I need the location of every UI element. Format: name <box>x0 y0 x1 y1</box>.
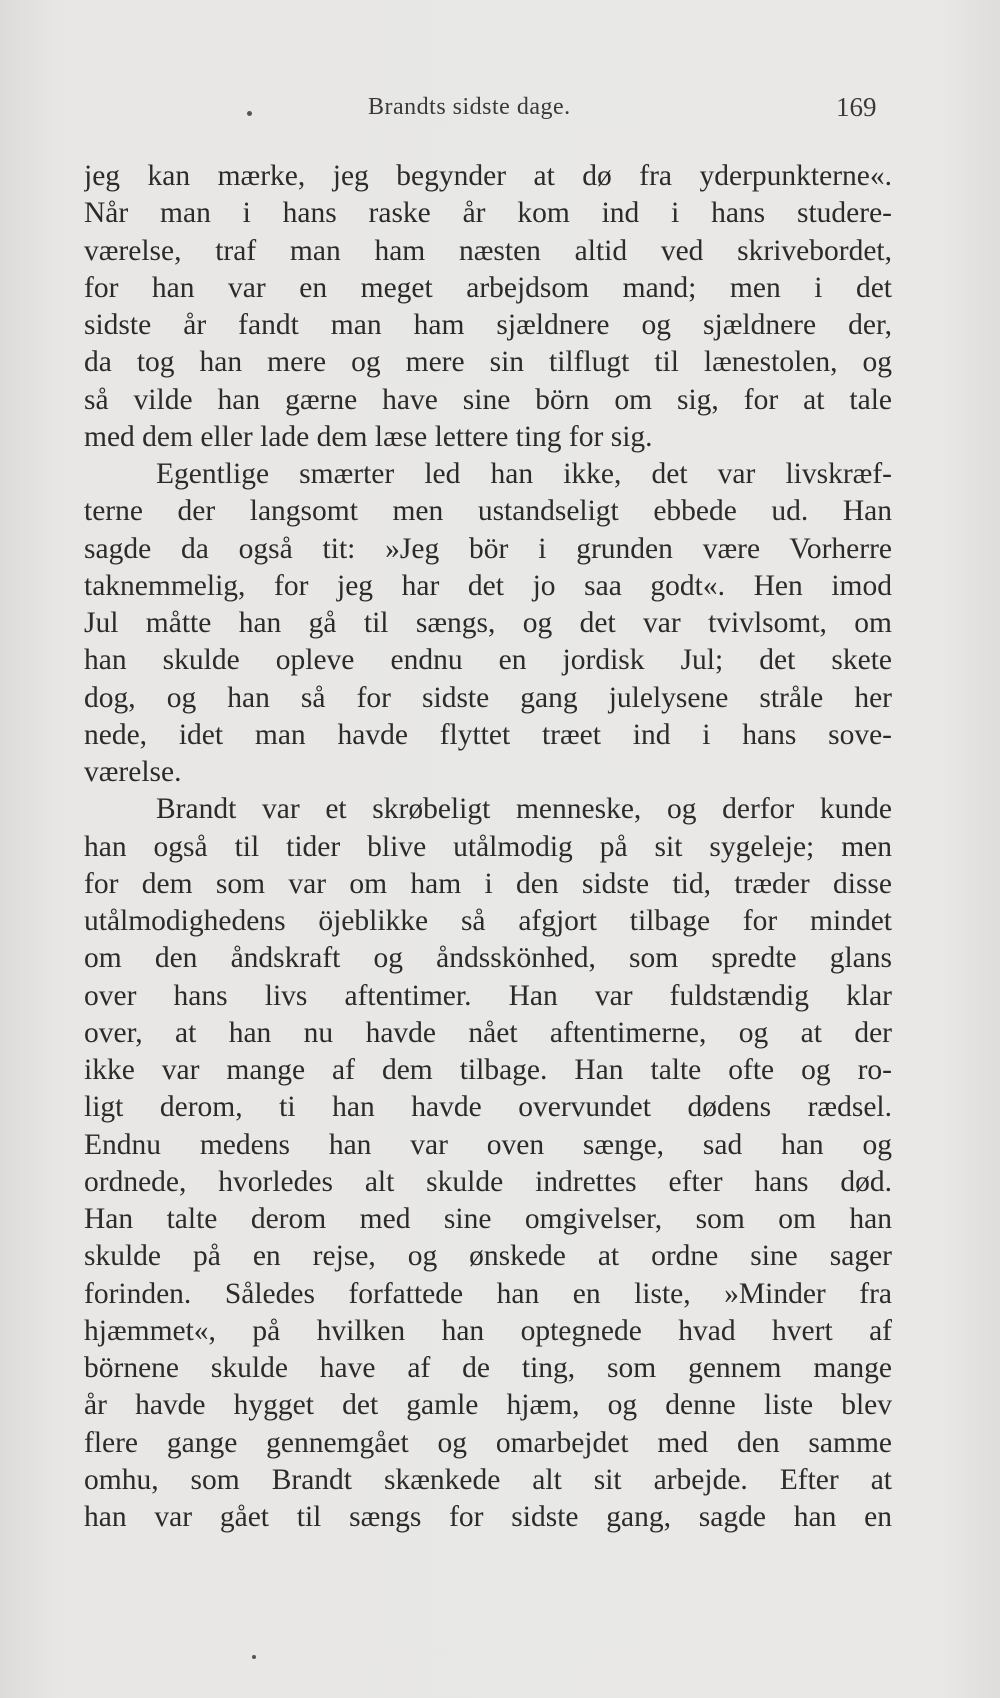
text-line: for dem som var om ham i den sidste tid, træder disse <box>84 867 892 900</box>
text-line: Brandt var et skrøbeligt menneske, og derfor kunde <box>156 793 892 826</box>
text-line: jeg kan mærke, jeg begynder at dø fra yderpunkterne«. <box>84 160 892 192</box>
page-number: 169 <box>836 92 877 122</box>
text-line: taknemmelig, for jeg har det jo saa godt«. Hen imod <box>84 569 892 602</box>
text-line: han skulde opleve endnu en jordisk Jul; det skete <box>84 644 892 677</box>
text-line: skulde på en rejse, og ønskede at ordne sine sager <box>84 1240 892 1273</box>
text-line: da tog han mere og mere sin tilflugt til lænestolen, og <box>84 346 892 379</box>
text-line: over hans livs aftentimer. Han var fuldstændig klar <box>84 979 892 1012</box>
text-line: Når man i hans raske år kom ind i hans studere- <box>84 197 892 230</box>
text-line: börnene skulde have af de ting, som gennem mange <box>84 1352 892 1384</box>
text-line: sagde da også tit: »Jeg bör i grunden være Vorherre <box>84 532 892 565</box>
print-speck <box>252 1655 256 1659</box>
text-line: omhu, som Brandt skænkede alt sit arbejde. Efter at <box>84 1463 892 1496</box>
text-line: Han talte derom med sine omgivelser, som om han <box>84 1203 892 1235</box>
text-line: Egentlige smærter led han ikke, det var livskræf- <box>156 458 892 490</box>
text-line: han var gået til sængs for sidste gang, sagde han en <box>84 1501 892 1533</box>
text-line: ikke var mange af dem tilbage. Han talte ofte og ro- <box>84 1054 892 1086</box>
text-line: flere gange gennemgået og omarbejdet med den samme <box>84 1426 892 1459</box>
text-line: for han var en meget arbejdsom mand; men i det <box>84 271 892 304</box>
text-line: så vilde han gærne have sine börn om sig, for at tale <box>84 383 892 416</box>
text-line: nede, idet man havde flyttet træet ind i hans sove- <box>84 718 892 751</box>
text-line: terne der langsomt men ustandseligt ebbede ud. Han <box>84 495 892 528</box>
text-line: forinden. Således forfattede han en liste, »Minder fra <box>84 1277 892 1310</box>
text-line: år havde hygget det gamle hjæm, og denne liste blev <box>84 1389 892 1422</box>
text-line: over, at han nu havde nået aftentimerne, og at der <box>84 1016 892 1049</box>
text-line: ordnede, hvorledes alt skulde indrettes efter hans død. <box>84 1165 892 1198</box>
running-title: Brandts sidste dage. <box>368 94 571 120</box>
text-line: værelse. <box>84 756 182 788</box>
text-line: med dem eller lade dem læse lettere ting for sig. <box>84 420 653 453</box>
text-line: om den åndskraft og åndsskönhed, som spredte glans <box>84 942 892 975</box>
text-line: han også til tider blive utålmodig på sit sygeleje; men <box>84 830 892 863</box>
text-line: utålmodighedens öjeblikke så afgjort tilbage for mindet <box>84 905 892 937</box>
text-line: hjæmmet«, på hvilken han optegnede hvad hvert af <box>84 1314 892 1347</box>
page-header <box>0 94 1000 134</box>
body-text <box>84 158 892 1536</box>
text-line: dog, og han så for sidste gang julelysene stråle her <box>84 681 892 714</box>
text-line: ligt derom, ti han havde overvundet dødens rædsel. <box>84 1091 892 1124</box>
text-line: Jul måtte han gå til sængs, og det var tvivlsomt, om <box>84 607 892 639</box>
text-line: værelse, traf man ham næsten altid ved skrivebordet, <box>84 234 892 267</box>
text-line: sidste år fandt man ham sjældnere og sjældnere der, <box>84 309 892 341</box>
text-line: Endnu medens han var oven sænge, sad han og <box>84 1128 892 1161</box>
